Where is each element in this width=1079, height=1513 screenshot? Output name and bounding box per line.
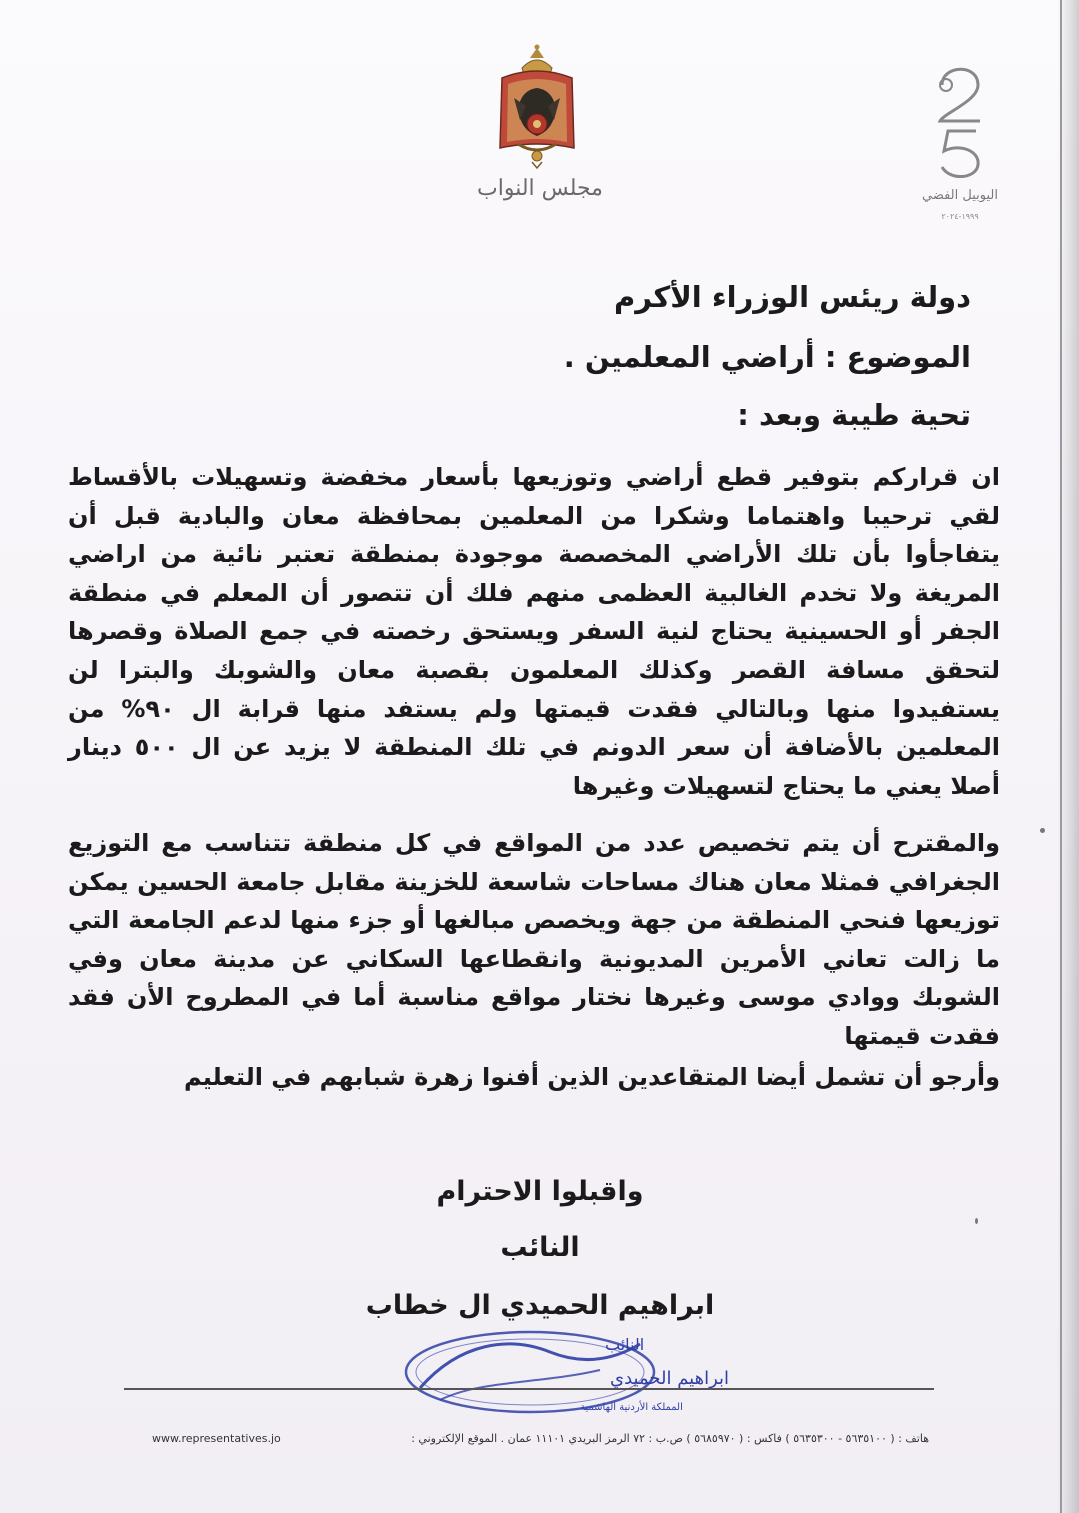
subject-line: الموضوع : أراضي المعلمين . <box>563 340 971 374</box>
scan-speck <box>1040 828 1045 833</box>
jubilee-years: ١٩٩٩-٢٠٢٤ <box>941 212 979 221</box>
stamp-line-3: المملكة الأردنية الهاشمية <box>580 1402 683 1413</box>
signatory-title: النائب <box>500 1232 580 1263</box>
silver-jubilee-25-logo <box>920 55 1000 185</box>
stamp-line-1: النائب <box>605 1335 645 1354</box>
body-paragraph-2: والمقترح أن يتم تخصيص عدد من المواقع في كل منطقة تتناسب مع التوزيع الجغرافي فمثلا معان هناك مساحات شاسعة للخزينة مقابل جامعة الحسين يمكن توزيعها فنحي المنطقة من جهة ويخصص مبالغها أو جزء منها لدعم الجامعة التي ما زالت تعاني الأمرين المديونية وانقطاعها السكاني عن مدينة معان وفي الشوبك ووادي موسى وغيرها نختار مواقع مناسبة أما في المطروح الأن فقد فقدت قيمتها <box>68 829 1000 1050</box>
stamp-line-2: ابراهيم الحميدي <box>610 1368 730 1389</box>
council-name-logo-text: مجلس النواب <box>477 176 603 201</box>
jubilee-caption: اليوبيل الفضي <box>922 188 998 203</box>
body-paragraph-1: ان قراركم بتوفير قطع أراضي وتوزيعها بأسعار مخفضة وتسهيلات بالأقساط لقي ترحيبا واهتماما وشكرا من المعلمين بمحافظة معان والبادية قبل أن يتفاجأوا بأن تلك الأراضي المخصصة موجودة بمنطقة تعتبر نائية من اراضي المريغة ولا تخدم الغالبية العظمى منهم فلك أن تتصور أن المعلم في منطقة الجفر أو الحسينية يحتاج لنية السفر ويستحق رخصته في جمع الصلاة وقصرها لتحقق مسافة القصر وكذلك المعلمون بقصبة معان والشوبك والبترا لن يستفيدوا منها وبالتالي فقدت قيمتها ولم يستفد منها قرابة ال ٩٠% من المعلمين بالأضافة أن سعر الدونم في تلك المنطقة لا يزيد عن ال ٥٠٠ دينار أصلا يعني ما يحتاج لتسهيلات وغيرها <box>68 463 1000 800</box>
scan-speck <box>975 1218 978 1224</box>
signatory-name: ابراهيم الحميدي ال خطاب <box>365 1290 715 1321</box>
addressee-line: دولة ريئس الوزراء الأكرم <box>614 280 971 314</box>
official-stamp-signature <box>400 1322 730 1422</box>
footer-contact-info: هاتف : ( ٥٦٣٥١٠٠ - ٥٦٣٥٣٠٠ ) فاكس : ( ٥٦٨٥٩٧٠ ) ص.ب : ٧٢ الرمز البريدي ١١١٠١ عمان . الموقع الإلكتروني : <box>411 1432 929 1445</box>
scan-edge-line <box>1060 0 1062 1513</box>
footer-website: www.representatives.jo <box>152 1432 281 1445</box>
closing-line: واقبلوا الاحترام <box>436 1176 644 1207</box>
footer-rule <box>124 1388 934 1390</box>
greeting-line: تحية طيبة وبعد : <box>737 398 971 432</box>
royal-crest-emblem <box>492 44 582 170</box>
body-paragraph-3: وأرجو أن تشمل أيضا المتقاعدين الذين أفنوا زهرة شبابهم في التعليم <box>183 1063 1000 1091</box>
